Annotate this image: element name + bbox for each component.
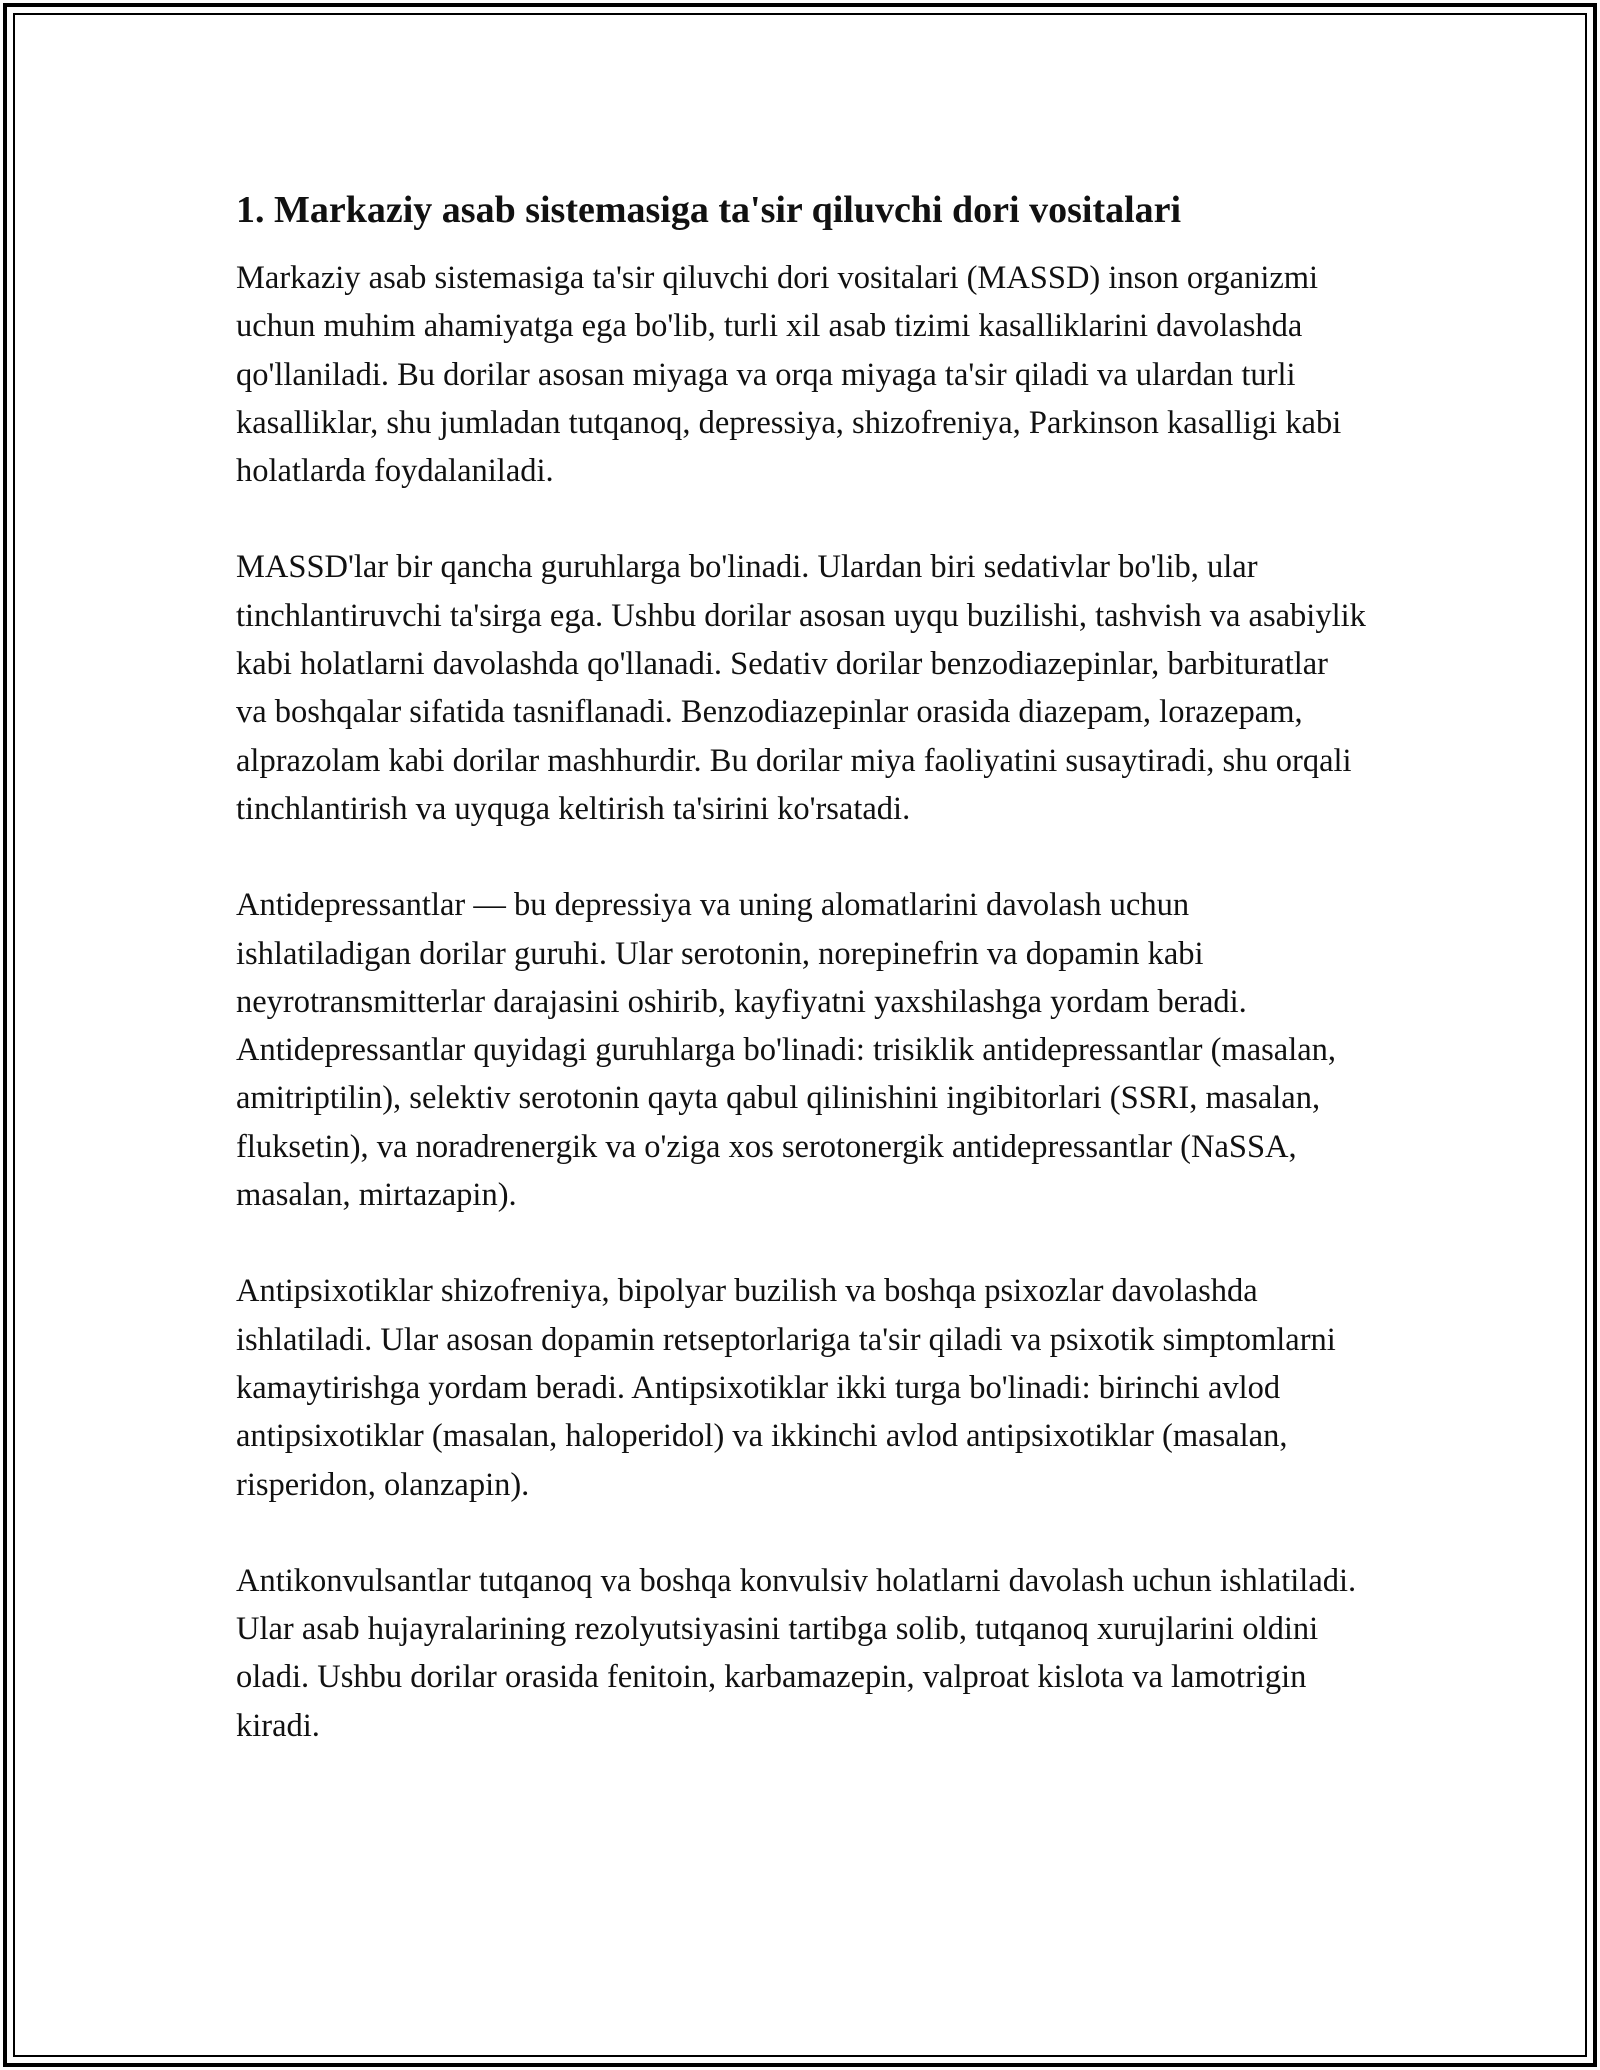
paragraph-antidepressants: Antidepressantlar — bu depressiya va uning alomatlarini davolash uchun ishlatiladigan dorilar guruhi. Ular serotonin, norepinefrin va dopamin kabi neyrotransmitterlar darajasini oshirib, kayfiyatni yaxshilashga yordam beradi. Antidepressantlar quyidagi guruhlarga bo'linadi: trisiklik antidepressantlar (masalan, amitriptilin), selektiv serotonin qayta qabul qilinishini ingibitorlari (SSRI, masalan, fluksetin), va noradrenergik va o'ziga xos serotonergik antidepressantlar (NaSSA, masalan, mirtazapin). [236, 887, 1337, 1214]
paragraph-intro: Markaziy asab sistemasiga ta'sir qiluvchi dori vositalari (MASSD) inson organizmi uchun muhim ahamiyatga ega bo'lib, turli xil asab tizimi kasalliklarini davolashda qo'llaniladi. Bu dorilar asosan miyaga va orqa miyaga ta'sir qiladi va ulardan turli kasalliklar, shu jumladan tutqanoq, depressiya, shizofreniya, Parkinson kasalligi kabi holatlarda foydalaniladi. [236, 260, 1342, 490]
document-body [236, 186, 1366, 1798]
paragraph-antipsychotics: Antipsixotiklar shizofreniya, bipolyar buzilish va boshqa psixozlar davolashda ishlatiladi. Ular asosan dopamin retseptorlariga ta'sir qiladi va psixotik simptomlarni kamaytirishga yordam beradi. Antipsixotiklar ikki turga bo'linadi: birinchi avlod antipsixotiklar (masalan, haloperidol) va ikkinchi avlod antipsixotiklar (masalan, risperidon, olanzapin). [236, 1273, 1336, 1503]
section-title: 1. Markaziy asab sistemasiga ta'sir qiluvchi dori vositalari [236, 189, 1182, 231]
paragraph-sedatives: MASSD'lar bir qancha guruhlarga bo'linadi. Ulardan biri sedativlar bo'lib, ular tinchlantiruvchi ta'sirga ega. Ushbu dorilar asosan uyqu buzilishi, tashvish va asabiylik kabi holatlarni davolashda qo'llanadi. Sedativ dorilar benzodiazepinlar, barbituratlar va boshqalar sifatida tasniflanadi. Benzodiazepinlar orasida diazepam, lorazepam, alprazolam kabi dorilar mashhurdir. Bu dorilar miya faoliyatini susaytiradi, shu orqali tinchlantirish va uyquga keltirish ta'sirini ko'rsatadi. [236, 549, 1366, 827]
paragraph-anticonvulsants: Antikonvulsantlar tutqanoq va boshqa konvulsiv holatlarni davolash uchun ishlatiladi. Ular asab hujayralarining rezolyutsiyasini tartibga solib, tutqanoq xurujlarini oldini oladi. Ushbu dorilar orasida fenitoin, karbamazepin, valproat kislota va lamotrigin kiradi. [236, 1562, 1357, 1744]
